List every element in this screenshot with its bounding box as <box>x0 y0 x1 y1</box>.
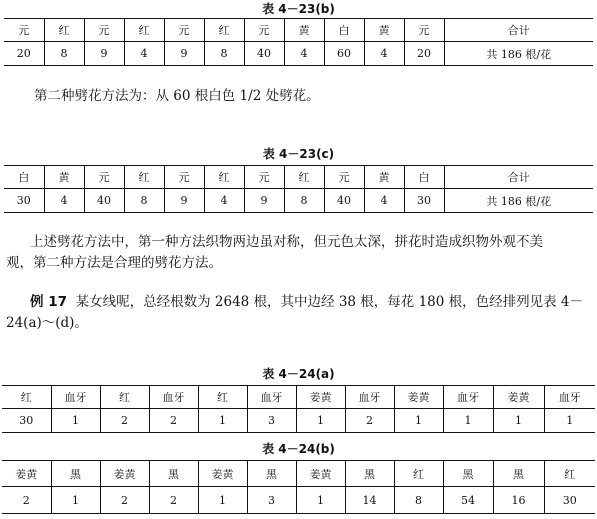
table-4-24b <box>2 460 595 514</box>
value-cell: 4 <box>124 42 164 66</box>
value-cell: 共 186 根/花 <box>444 42 593 66</box>
header-cell: 合计 <box>444 19 593 42</box>
header-cell: 黑 <box>51 461 100 487</box>
header-cell: 元 <box>404 19 444 42</box>
method-comparison-paragraph <box>6 232 595 274</box>
header-cell: 黑 <box>345 461 394 487</box>
value-cell: 1 <box>296 409 345 433</box>
value-cell: 8 <box>44 42 84 66</box>
value-cell: 8 <box>204 42 244 66</box>
header-cell: 姜黄 <box>100 461 149 487</box>
table-4-23c-caption: 表 4－23(c) <box>262 147 335 161</box>
paragraph-line-1: 上述劈花方法中，第一种方法织物两边虽对称，但元色太深，拼花时造成织物外观不美 <box>30 234 543 250</box>
header-cell: 元 <box>84 19 124 42</box>
header-cell: 红 <box>544 461 595 487</box>
value-cell: 1 <box>394 409 443 433</box>
header-row <box>4 19 593 42</box>
value-cell: 30 <box>544 487 595 514</box>
value-cell: 9 <box>164 189 204 213</box>
header-cell: 血牙 <box>247 386 296 409</box>
header-cell: 红 <box>394 461 443 487</box>
example-17-paragraph <box>6 292 595 334</box>
header-cell: 黄 <box>364 166 404 189</box>
value-cell: 4 <box>364 189 404 213</box>
header-cell: 红 <box>2 386 51 409</box>
header-cell: 元 <box>244 166 284 189</box>
header-row <box>2 461 595 487</box>
header-cell: 姜黄 <box>394 386 443 409</box>
header-cell: 黄 <box>284 19 324 42</box>
value-cell: 14 <box>345 487 394 514</box>
header-cell: 血牙 <box>149 386 198 409</box>
value-cell: 54 <box>443 487 493 514</box>
value-row <box>2 487 595 514</box>
value-cell: 30 <box>404 189 444 213</box>
value-cell: 9 <box>164 42 204 66</box>
header-cell: 红 <box>204 19 244 42</box>
header-cell: 姜黄 <box>296 461 345 487</box>
value-cell: 1 <box>493 409 544 433</box>
value-cell: 9 <box>244 189 284 213</box>
value-cell: 4 <box>204 189 244 213</box>
table-4-24b-caption: 表 4－24(b) <box>262 442 335 456</box>
value-cell: 9 <box>84 42 124 66</box>
header-cell: 姜黄 <box>198 461 247 487</box>
value-cell: 1 <box>443 409 493 433</box>
value-cell: 4 <box>44 189 84 213</box>
value-cell: 1 <box>51 487 100 514</box>
header-cell: 血牙 <box>51 386 100 409</box>
header-cell: 血牙 <box>345 386 394 409</box>
value-cell: 8 <box>124 189 164 213</box>
header-cell: 黑 <box>493 461 544 487</box>
header-row <box>2 386 595 409</box>
value-row <box>2 409 595 433</box>
header-cell: 黄 <box>44 166 84 189</box>
header-cell: 姜黄 <box>2 461 51 487</box>
table-4-23b-caption: 表 4－23(b) <box>262 2 335 16</box>
value-row <box>4 42 593 66</box>
value-cell: 2 <box>2 487 51 514</box>
header-row <box>4 166 593 189</box>
value-cell: 2 <box>100 409 149 433</box>
value-cell: 8 <box>284 189 324 213</box>
header-cell: 黑 <box>149 461 198 487</box>
table-4-24a <box>2 385 595 433</box>
header-cell: 白 <box>404 166 444 189</box>
value-cell: 2 <box>100 487 149 514</box>
value-cell: 30 <box>2 409 51 433</box>
table-4-24a-caption: 表 4－24(a) <box>262 367 335 381</box>
value-row <box>4 189 593 213</box>
table-4-23c <box>4 165 593 213</box>
header-cell: 红 <box>198 386 247 409</box>
header-cell: 元 <box>324 166 364 189</box>
header-cell: 元 <box>4 19 44 42</box>
header-cell: 元 <box>84 166 124 189</box>
header-cell: 血牙 <box>443 386 493 409</box>
value-cell: 1 <box>51 409 100 433</box>
value-cell: 4 <box>284 42 324 66</box>
table-4-23b <box>4 18 593 66</box>
value-cell: 2 <box>345 409 394 433</box>
value-cell: 1 <box>198 487 247 514</box>
example-line-2: 24(a)～(d)。 <box>6 315 88 331</box>
value-cell: 40 <box>324 189 364 213</box>
header-cell: 红 <box>124 19 164 42</box>
header-cell: 黄 <box>364 19 404 42</box>
value-cell: 60 <box>324 42 364 66</box>
value-cell: 30 <box>4 189 44 213</box>
header-cell: 红 <box>44 19 84 42</box>
value-cell: 16 <box>493 487 544 514</box>
header-cell: 黑 <box>247 461 296 487</box>
value-cell: 1 <box>296 487 345 514</box>
paragraph-line-2: 观，第二种方法是合理的劈花方法。 <box>6 255 222 271</box>
header-cell: 姜黄 <box>296 386 345 409</box>
header-cell: 红 <box>284 166 324 189</box>
value-cell: 3 <box>247 409 296 433</box>
header-cell: 姜黄 <box>493 386 544 409</box>
header-cell: 红 <box>124 166 164 189</box>
header-cell: 血牙 <box>544 386 595 409</box>
value-cell: 40 <box>84 189 124 213</box>
value-cell: 1 <box>198 409 247 433</box>
value-cell: 40 <box>244 42 284 66</box>
header-cell: 元 <box>244 19 284 42</box>
value-cell: 4 <box>364 42 404 66</box>
header-cell: 合计 <box>444 166 593 189</box>
value-cell: 20 <box>404 42 444 66</box>
header-cell: 元 <box>164 19 204 42</box>
header-cell: 黑 <box>443 461 493 487</box>
value-cell: 2 <box>149 487 198 514</box>
value-cell: 20 <box>4 42 44 66</box>
header-cell: 元 <box>164 166 204 189</box>
value-cell: 3 <box>247 487 296 514</box>
header-cell: 白 <box>324 19 364 42</box>
value-cell: 8 <box>394 487 443 514</box>
value-cell: 共 186 根/花 <box>444 189 593 213</box>
method2-sentence: 第二种劈花方法为：从 60 根白色 1/2 处劈花。 <box>34 88 320 104</box>
header-cell: 红 <box>204 166 244 189</box>
example-line-1: 某女线呢，总经根数为 2648 根，其中边经 38 根，每花 180 根，色经排列见表 4－ <box>75 294 584 310</box>
value-cell: 2 <box>149 409 198 433</box>
example-label: 例 17 <box>30 294 67 310</box>
header-cell: 白 <box>4 166 44 189</box>
value-cell: 1 <box>544 409 595 433</box>
header-cell: 红 <box>100 386 149 409</box>
